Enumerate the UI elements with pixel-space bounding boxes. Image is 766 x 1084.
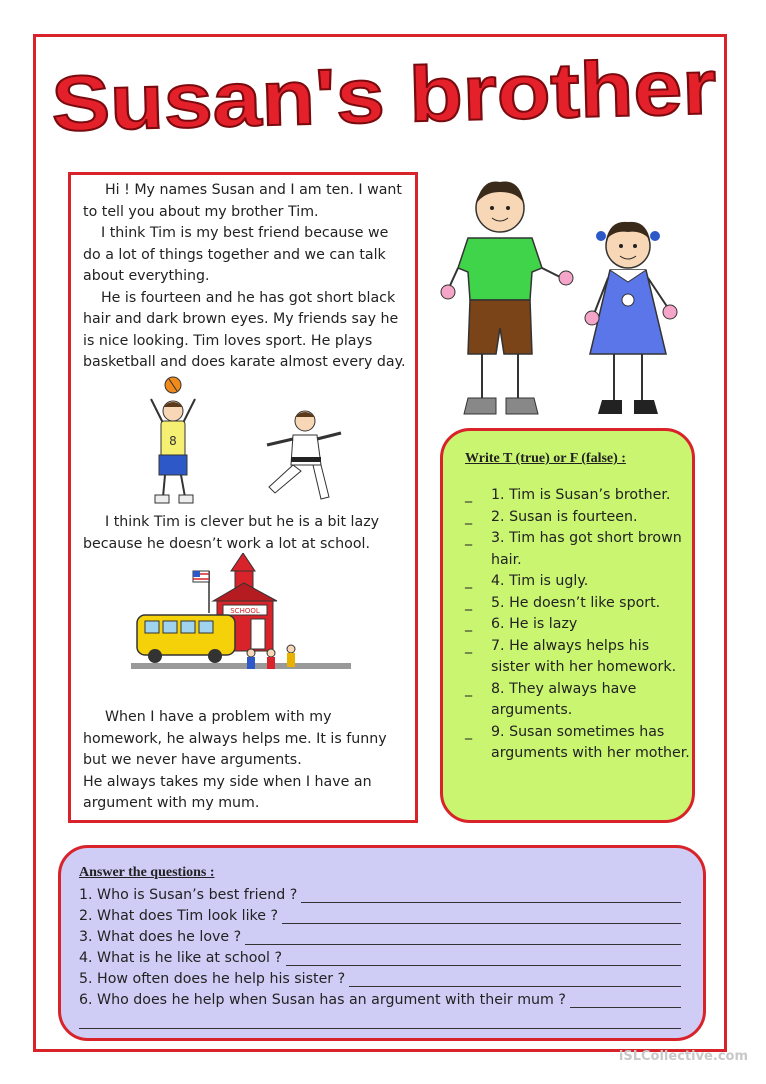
title-text: Susan's brother [50,50,644,145]
tf-statement: Tim is Susan’s brother. [509,487,671,503]
answer-line[interactable] [282,907,681,924]
basketball-player-illustration [143,375,205,509]
tf-item-7[interactable] [461,636,691,679]
school-bus-illustration [131,553,351,683]
tf-blank[interactable]: _ [465,616,473,632]
tf-item-8[interactable] [461,679,691,722]
karate-boy-illustration [261,405,345,505]
tf-statement: He always helps his sister with her homework. [491,637,677,675]
tf-item-5[interactable] [461,593,691,615]
answer-line[interactable] [245,928,681,945]
tf-number: 2. [491,508,505,525]
question-row-2 [79,903,681,924]
question-text: 3. What does he love ? [79,929,242,945]
story-paragraph-2: I think Tim is clever but he is a bit lazy because he doesn’t work a lot at school. [83,514,380,552]
school-sign-text: SCHOOL [230,607,260,615]
question-row-5 [79,966,681,987]
question-row-3 [79,924,681,945]
answer-line[interactable] [349,970,681,987]
question-row-1 [79,882,681,903]
answer-line[interactable] [79,1012,681,1029]
page-title [44,50,724,145]
tf-number: 9. [491,723,505,740]
story-line-friend: I think Tim is my best friend because we do a lot of things together and we can talk about everything. [83,225,389,284]
boy-and-girl-illustration [438,178,690,428]
true-false-box [440,428,695,823]
question-row-4 [79,945,681,966]
tf-number: 6. [491,616,505,632]
story-line-intro: Hi ! My names Susan and I am ten. I want to tell you about my brother Tim. [83,182,402,220]
question-row-6 [79,987,681,1008]
answer-line[interactable] [570,991,681,1008]
tf-number: 4. [491,573,505,589]
tf-statement: They always have arguments. [491,680,637,718]
tf-number: 3. [491,530,505,546]
tf-blank[interactable]: _ [465,487,473,503]
tf-blank[interactable]: _ [465,573,473,589]
tf-blank[interactable]: _ [465,594,473,611]
true-false-heading: Write T (true) or F (false) : [465,451,626,466]
story-line-looks: He is fourteen and he has got short black hair and dark brown eyes. My friends say he is nice looking. Tim loves sport. He plays basketball and does karate almost every day. [83,289,406,370]
question-text: 6. Who does he help when Susan has an argument with their mum ? [79,992,566,1008]
question-text: 1. Who is Susan’s best friend ? [79,887,298,903]
tf-statement: Susan is fourteen. [509,508,638,525]
tf-statement: Tim is ugly. [509,573,589,589]
tf-number: 5. [491,594,505,611]
tf-blank[interactable]: _ [465,637,473,654]
tf-statement: Susan sometimes has arguments with her mother. [491,723,690,761]
tf-item-1[interactable] [461,485,691,507]
question-text: 5. How often does he help his sister ? [79,971,346,987]
tf-blank[interactable]: _ [465,530,473,546]
answer-line[interactable] [301,886,681,903]
reading-box [68,172,418,823]
tf-item-3[interactable] [461,528,691,571]
story-line-homework: When I have a problem with my homework, he always helps me. It is funny but we never have arguments. [83,709,387,768]
tf-item-4[interactable] [461,571,691,593]
tf-statement: He doesn’t like sport. [509,594,661,611]
svg-text:8: 8 [169,434,177,448]
tf-statement: He is lazy [509,616,578,632]
true-false-list [461,485,691,765]
tf-number: 7. [491,637,505,654]
tf-blank[interactable]: _ [465,508,473,525]
watermark: iSLCollective.com [618,1049,748,1064]
title-svg [44,50,724,145]
story-line-side: He always takes my side when I have an argument with my mum. [83,773,372,811]
story-paragraph-1 [83,180,409,374]
question-text: 4. What is he like at school ? [79,950,283,966]
answer-line[interactable] [286,949,681,966]
question-row-6-continued [79,1008,681,1029]
tf-blank[interactable]: _ [465,680,473,697]
tf-item-2[interactable] [461,507,691,529]
tf-statement: Tim has got short brown hair. [491,530,682,568]
tf-item-6[interactable] [461,614,691,636]
tf-number: 8. [491,680,505,697]
questions-box [58,845,706,1041]
questions-heading: Answer the questions : [79,865,215,880]
tf-number: 1. [491,487,505,503]
story-paragraph-3 [83,707,409,815]
tf-blank[interactable]: _ [465,723,473,740]
question-text: 2. What does Tim look like ? [79,908,279,924]
tf-item-9[interactable] [461,722,691,765]
